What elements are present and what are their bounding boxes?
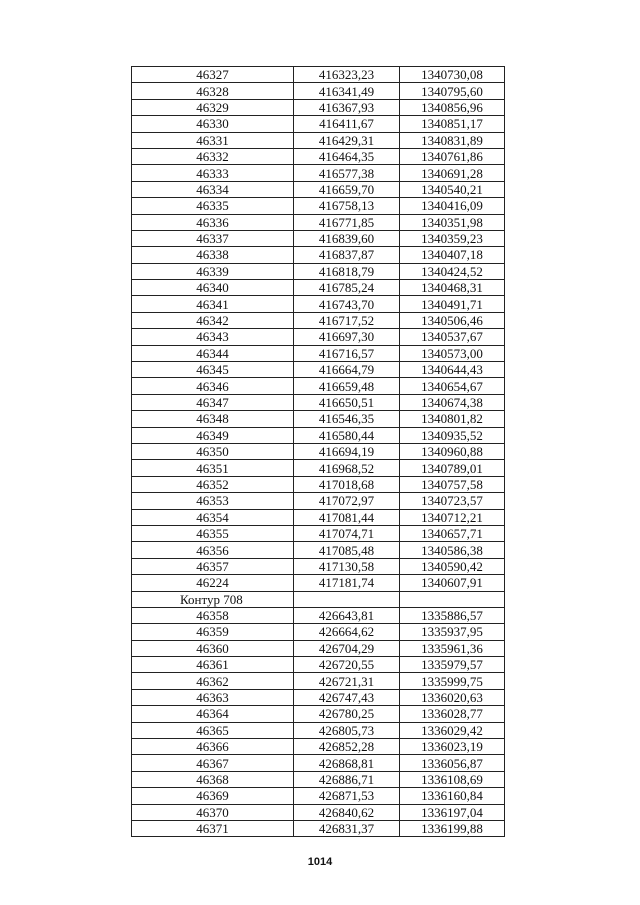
table-row [132, 607, 505, 623]
table-row [132, 558, 505, 574]
table-row [132, 378, 505, 394]
y-coordinate-cell: 1340795,60 [400, 83, 505, 99]
table-row [132, 263, 505, 279]
y-coordinate-cell: 1336023,19 [400, 739, 505, 755]
y-coordinate-cell: 1340359,23 [400, 230, 505, 246]
table-row [132, 230, 505, 246]
table-row [132, 820, 505, 836]
x-coordinate-cell: 417085,48 [294, 542, 400, 558]
x-coordinate-cell: 416659,48 [294, 378, 400, 394]
table-row [132, 673, 505, 689]
y-coordinate-cell: 1340654,67 [400, 378, 505, 394]
point-number-cell: 46224 [132, 575, 294, 591]
x-coordinate-cell: 416968,52 [294, 460, 400, 476]
point-number-cell: 46335 [132, 198, 294, 214]
table-row [132, 525, 505, 541]
y-coordinate-cell: 1335937,95 [400, 624, 505, 640]
x-coordinate-cell: 426747,43 [294, 689, 400, 705]
y-coordinate-cell: 1340691,28 [400, 165, 505, 181]
table-row [132, 509, 505, 525]
x-coordinate-cell: 416697,30 [294, 329, 400, 345]
y-coordinate-cell: 1340789,01 [400, 460, 505, 476]
table-row [132, 804, 505, 820]
section-header-row [132, 591, 505, 607]
point-number-cell: 46328 [132, 83, 294, 99]
point-number-cell: 46341 [132, 296, 294, 312]
point-number-cell: 46346 [132, 378, 294, 394]
y-coordinate-cell: 1336160,84 [400, 788, 505, 804]
table-row [132, 362, 505, 378]
y-coordinate-cell [400, 591, 505, 607]
point-number-cell: 46361 [132, 657, 294, 673]
y-coordinate-cell: 1340801,82 [400, 411, 505, 427]
y-coordinate-cell: 1340851,17 [400, 116, 505, 132]
y-coordinate-cell: 1340657,71 [400, 525, 505, 541]
table-row [132, 67, 505, 83]
x-coordinate-cell: 416659,70 [294, 181, 400, 197]
y-coordinate-cell: 1340351,98 [400, 214, 505, 230]
table-row [132, 116, 505, 132]
table-row [132, 788, 505, 804]
y-coordinate-cell: 1336199,88 [400, 820, 505, 836]
table-row [132, 427, 505, 443]
y-coordinate-cell: 1336020,63 [400, 689, 505, 705]
y-coordinate-cell: 1340540,21 [400, 181, 505, 197]
table-row [132, 624, 505, 640]
x-coordinate-cell: 416580,44 [294, 427, 400, 443]
table-row [132, 280, 505, 296]
y-coordinate-cell: 1336028,77 [400, 706, 505, 722]
y-coordinate-cell: 1340935,52 [400, 427, 505, 443]
table-row [132, 99, 505, 115]
point-number-cell: 46340 [132, 280, 294, 296]
y-coordinate-cell: 1340607,91 [400, 575, 505, 591]
table-row [132, 83, 505, 99]
table-row [132, 493, 505, 509]
point-number-cell: 46327 [132, 67, 294, 83]
x-coordinate-cell [294, 591, 400, 607]
x-coordinate-cell: 416839,60 [294, 230, 400, 246]
point-number-cell: 46332 [132, 148, 294, 164]
point-number-cell: 46355 [132, 525, 294, 541]
point-number-cell: 46359 [132, 624, 294, 640]
point-number-cell: 46342 [132, 312, 294, 328]
table-row [132, 443, 505, 459]
table-row [132, 755, 505, 771]
table-row [132, 296, 505, 312]
y-coordinate-cell: 1335961,36 [400, 640, 505, 656]
point-number-cell: 46360 [132, 640, 294, 656]
x-coordinate-cell: 426886,71 [294, 771, 400, 787]
x-coordinate-cell: 416785,24 [294, 280, 400, 296]
x-coordinate-cell: 426871,53 [294, 788, 400, 804]
x-coordinate-cell: 416650,51 [294, 394, 400, 410]
point-number-cell: 46366 [132, 739, 294, 755]
point-number-cell: 46370 [132, 804, 294, 820]
point-number-cell: 46331 [132, 132, 294, 148]
y-coordinate-cell: 1340416,09 [400, 198, 505, 214]
point-number-cell: 46357 [132, 558, 294, 574]
y-coordinate-cell: 1340644,43 [400, 362, 505, 378]
x-coordinate-cell: 416694,19 [294, 443, 400, 459]
table-row [132, 198, 505, 214]
table-row [132, 345, 505, 361]
x-coordinate-cell: 416758,13 [294, 198, 400, 214]
y-coordinate-cell: 1340590,42 [400, 558, 505, 574]
table-row [132, 657, 505, 673]
table-row [132, 542, 505, 558]
x-coordinate-cell: 416743,70 [294, 296, 400, 312]
x-coordinate-cell: 416771,85 [294, 214, 400, 230]
x-coordinate-cell: 416341,49 [294, 83, 400, 99]
point-number-cell: 46338 [132, 247, 294, 263]
x-coordinate-cell: 416367,93 [294, 99, 400, 115]
point-number-cell: 46330 [132, 116, 294, 132]
x-coordinate-cell: 416411,67 [294, 116, 400, 132]
table-row [132, 575, 505, 591]
y-coordinate-cell: 1340407,18 [400, 247, 505, 263]
table-row [132, 181, 505, 197]
x-coordinate-cell: 417181,74 [294, 575, 400, 591]
y-coordinate-cell: 1340506,46 [400, 312, 505, 328]
y-coordinate-cell: 1335886,57 [400, 607, 505, 623]
point-number-cell: 46356 [132, 542, 294, 558]
point-number-cell: 46349 [132, 427, 294, 443]
point-number-cell: 46364 [132, 706, 294, 722]
x-coordinate-cell: 416429,31 [294, 132, 400, 148]
point-number-cell: 46345 [132, 362, 294, 378]
point-number-cell: 46367 [132, 755, 294, 771]
table-row [132, 689, 505, 705]
point-number-cell: 46348 [132, 411, 294, 427]
x-coordinate-cell: 426780,25 [294, 706, 400, 722]
y-coordinate-cell: 1335999,75 [400, 673, 505, 689]
page-number: 1014 [307, 856, 333, 868]
x-coordinate-cell: 416577,38 [294, 165, 400, 181]
y-coordinate-cell: 1336197,04 [400, 804, 505, 820]
point-number-cell: 46337 [132, 230, 294, 246]
point-number-cell: Контур 708 [132, 591, 294, 607]
y-coordinate-cell: 1335979,57 [400, 657, 505, 673]
point-number-cell: 46353 [132, 493, 294, 509]
y-coordinate-cell: 1340712,21 [400, 509, 505, 525]
coordinates-table [131, 66, 505, 837]
x-coordinate-cell: 416716,57 [294, 345, 400, 361]
point-number-cell: 46363 [132, 689, 294, 705]
x-coordinate-cell: 426805,73 [294, 722, 400, 738]
point-number-cell: 46344 [132, 345, 294, 361]
y-coordinate-cell: 1340960,88 [400, 443, 505, 459]
y-coordinate-cell: 1340424,52 [400, 263, 505, 279]
x-coordinate-cell: 416837,87 [294, 247, 400, 263]
point-number-cell: 46358 [132, 607, 294, 623]
point-number-cell: 46368 [132, 771, 294, 787]
y-coordinate-cell: 1336108,69 [400, 771, 505, 787]
table-row [132, 329, 505, 345]
y-coordinate-cell: 1340761,86 [400, 148, 505, 164]
x-coordinate-cell: 416464,35 [294, 148, 400, 164]
point-number-cell: 46354 [132, 509, 294, 525]
point-number-cell: 46336 [132, 214, 294, 230]
point-number-cell: 46362 [132, 673, 294, 689]
x-coordinate-cell: 426831,37 [294, 820, 400, 836]
table-row [132, 706, 505, 722]
table-row [132, 132, 505, 148]
x-coordinate-cell: 417074,71 [294, 525, 400, 541]
coordinates-table-body [132, 67, 505, 837]
y-coordinate-cell: 1340757,58 [400, 476, 505, 492]
y-coordinate-cell: 1340674,38 [400, 394, 505, 410]
x-coordinate-cell: 426852,28 [294, 739, 400, 755]
table-row [132, 247, 505, 263]
table-row [132, 739, 505, 755]
x-coordinate-cell: 416818,79 [294, 263, 400, 279]
x-coordinate-cell: 426840,62 [294, 804, 400, 820]
table-row [132, 148, 505, 164]
x-coordinate-cell: 417081,44 [294, 509, 400, 525]
x-coordinate-cell: 416664,79 [294, 362, 400, 378]
point-number-cell: 46339 [132, 263, 294, 279]
table-row [132, 165, 505, 181]
x-coordinate-cell: 417072,97 [294, 493, 400, 509]
table-row [132, 460, 505, 476]
x-coordinate-cell: 416546,35 [294, 411, 400, 427]
x-coordinate-cell: 426868,81 [294, 755, 400, 771]
x-coordinate-cell: 426704,29 [294, 640, 400, 656]
x-coordinate-cell: 417130,58 [294, 558, 400, 574]
x-coordinate-cell: 426720,55 [294, 657, 400, 673]
x-coordinate-cell: 426721,31 [294, 673, 400, 689]
point-number-cell: 46329 [132, 99, 294, 115]
table-row [132, 640, 505, 656]
y-coordinate-cell: 1340491,71 [400, 296, 505, 312]
y-coordinate-cell: 1340537,67 [400, 329, 505, 345]
table-row [132, 214, 505, 230]
point-number-cell: 46352 [132, 476, 294, 492]
table-row [132, 411, 505, 427]
point-number-cell: 46347 [132, 394, 294, 410]
x-coordinate-cell: 426664,62 [294, 624, 400, 640]
point-number-cell: 46343 [132, 329, 294, 345]
point-number-cell: 46351 [132, 460, 294, 476]
point-number-cell: 46333 [132, 165, 294, 181]
y-coordinate-cell: 1336029,42 [400, 722, 505, 738]
y-coordinate-cell: 1340723,57 [400, 493, 505, 509]
table-row [132, 312, 505, 328]
table-row [132, 476, 505, 492]
y-coordinate-cell: 1340831,89 [400, 132, 505, 148]
point-number-cell: 46369 [132, 788, 294, 804]
table-row [132, 771, 505, 787]
y-coordinate-cell: 1336056,87 [400, 755, 505, 771]
table-row [132, 394, 505, 410]
x-coordinate-cell: 416323,23 [294, 67, 400, 83]
y-coordinate-cell: 1340730,08 [400, 67, 505, 83]
table-row [132, 722, 505, 738]
x-coordinate-cell: 426643,81 [294, 607, 400, 623]
y-coordinate-cell: 1340573,00 [400, 345, 505, 361]
y-coordinate-cell: 1340586,38 [400, 542, 505, 558]
x-coordinate-cell: 417018,68 [294, 476, 400, 492]
point-number-cell: 46334 [132, 181, 294, 197]
point-number-cell: 46371 [132, 820, 294, 836]
x-coordinate-cell: 416717,52 [294, 312, 400, 328]
y-coordinate-cell: 1340468,31 [400, 280, 505, 296]
point-number-cell: 46350 [132, 443, 294, 459]
y-coordinate-cell: 1340856,96 [400, 99, 505, 115]
point-number-cell: 46365 [132, 722, 294, 738]
